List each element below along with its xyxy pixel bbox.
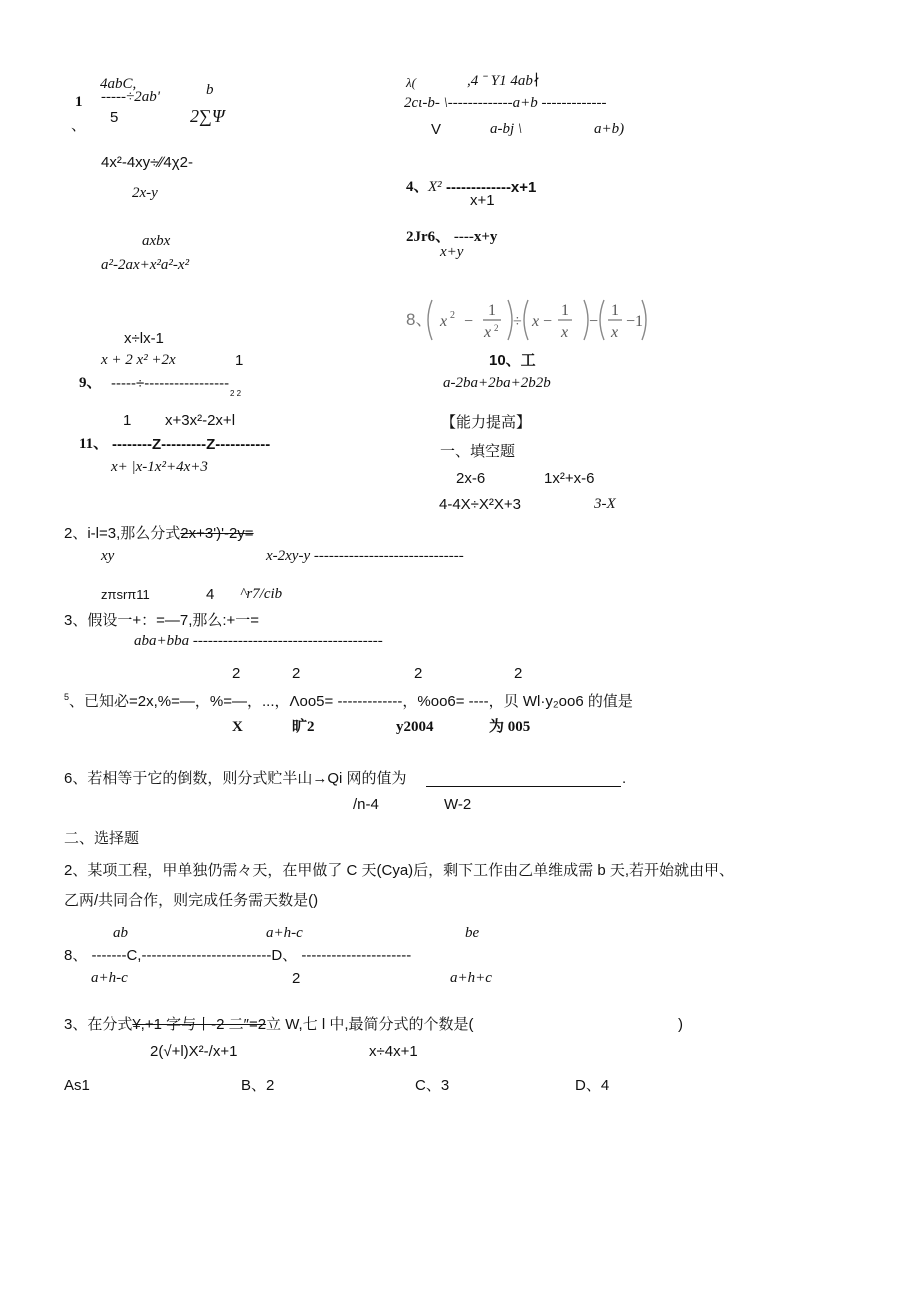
q8-number: 8、 [406,310,433,329]
choice-option-c[interactable]: C、3 [415,1077,450,1094]
section-title-ability: 【能力提高】 [441,414,532,431]
fill-q5-pre-a: 2 [232,665,241,682]
q1-b: b [206,82,214,98]
fill-q2 [64,526,254,541]
fill-q5-pre-c: 2 [414,665,423,682]
choice-q3 [64,1017,474,1032]
fill-q1-d: 3-X [594,496,616,512]
q1-separator: 、 [71,117,87,134]
q8-one-b: 1 [561,302,569,319]
fill-q2-sub1: xy [101,548,115,564]
choice-q2-top-c: be [465,925,480,941]
q11-bottom: x+ |x-1x²+4x+3 [111,459,208,475]
q1-den: 5 [110,109,119,126]
choice-q2-top-a: ab [113,925,128,941]
fill-q5-text: 、已知必=2x,%=—，%=—，...，Λoo5= -------------，%oo6= ----，贝 Wl·y₂oo6 的值是 [69,693,633,710]
q9-line: -----÷----------------- [111,375,230,392]
fill-q6-sub2: W-2 [444,796,472,813]
choice-q3-sub-a: 2(√+l)X²-/x+1 [150,1043,238,1060]
fill-q5-post-a: X [232,719,243,735]
q2-bottom1: V [431,121,442,138]
fill-q6: 6、若相等于它的倒数，则分式贮半山→Qi 网的值为 [64,770,407,787]
choice-q2-line1: 2、某项工程，甲单独仍需々天，在甲做了 C 天(Cya)后，剩下工作由乙单维成需 b 天,若开始就由甲、 [64,862,735,879]
q8-paren-right-1 [508,300,512,340]
fill-in-title: 一、填空题 [440,443,516,460]
fill-q6-end: . [622,770,627,787]
q4-den: x+1 [470,192,495,209]
fill-q3-pre-b: 4 [206,586,215,603]
q1-top: 4abC, [100,76,137,92]
fill-q3: 3、假设一+：=—7,那么:+一= [64,612,260,629]
fill-q3-pre-a: zπsrπ11 [101,587,150,602]
q4-number: 4、 [406,179,429,195]
q2-top: λ( [406,75,416,90]
choice-option-b[interactable]: B、2 [241,1077,275,1094]
choice-q3-close: ) [678,1016,683,1033]
q3-line1: 4x²-4xy÷∕∕4χ2- [101,154,193,171]
q8-minus-d: − [626,313,636,330]
q8-paren-left-2 [524,300,528,340]
q2-bottom2: a-bj \ [490,121,523,137]
q8-den-c: x [611,324,619,341]
fill-q5-post-b: 旷2 [292,719,315,735]
q11-top2: x+3x²-2x+l [165,412,236,429]
fill-q6-sub1: /n-4 [353,796,379,813]
q8-minus-c: − [589,313,599,330]
choice-q2-bottom-b: 2 [292,970,301,987]
choice-q3-strike: ¥,+1 字与丨-2 二″=2 [132,1016,267,1033]
q7-line2a: x + 2 x² +2x [101,352,176,368]
fill-q5-post-d: 为 005 [489,719,531,735]
q11-number: 11、 [79,436,109,452]
fill-q5-pre-b: 2 [292,665,301,682]
q8-paren-left-3 [600,300,604,340]
q8-one-c: 1 [611,302,619,319]
q8-x-b: x [532,313,540,330]
fill-q3-pre-c: ^r7/cib [240,586,283,602]
choice-q2-line: 8、 -------C,--------------------------D、 ---------------------- [64,947,412,964]
q8-den-a: x [484,324,492,341]
fill-q2-strike: 2x+3')'-2y= [180,525,254,542]
fill-q5-sup: 5 [64,692,70,702]
choice-q2-bottom-a: a+h-c [91,970,128,986]
fill-q3-sub: aba+bba -------------------------------------- [134,633,383,649]
q4-line: -------------x+1 [446,179,537,196]
q8-den-b: x [561,324,569,341]
q11-line: --------Z---------Z----------- [112,436,271,453]
fill-q1-c: 4-4X÷X²X+3 [439,496,522,513]
q8-paren-left-1 [428,300,432,340]
fill-q1-b: 1x²+x-6 [544,470,595,487]
choice-title: 二、选择题 [64,830,140,847]
q4-x2: X² [428,179,442,195]
q3-line2: 2x-y [132,185,158,201]
q1-line: -----÷2ab' [101,89,160,105]
q2-top2: ,4 ˉ Y1 4ab∤ [467,73,541,89]
fill-q1-a: 2x-6 [456,470,486,487]
fill-q5-post-c: y2004 [396,719,434,735]
q11-top1: 1 [123,412,132,429]
q7-line2b: 1 [235,352,244,369]
fill-q6-answer-blank[interactable] [426,786,621,787]
q8-div: ÷ [513,313,522,330]
q8-den-exp-a: 2 [494,323,499,333]
choice-option-d[interactable]: D、4 [575,1077,610,1094]
q1-right: 2∑Ψ [190,106,225,126]
q9-frag: 2 2 [230,389,242,398]
q6-den: x+y [440,244,464,260]
q6-line: 2Jr6、 ----x+y [406,229,498,245]
q8-x2-a: x [440,313,448,330]
choice-q3-post: 立 W,七 l 中,最简分式的个数是( [266,1016,474,1033]
q10-label: 10、工 [489,352,536,369]
q2-bottom3: a+b) [594,121,625,137]
q1-number: 1 [75,94,83,110]
choice-q3-pre: 3、在分式 [64,1016,133,1033]
fill-q2-sub2: x-2xy-y ------------------------------ [266,548,464,564]
q8-minus-b: − [543,313,553,330]
q10-line: a-2ba+2ba+2b2b [443,375,551,391]
fill-q2-text: 2、i-l=3,那么分式 [64,525,181,542]
q7-line1: x÷lx-1 [124,330,164,347]
q9-number: 9、 [79,375,102,391]
q5-line1: axbx [142,233,171,249]
q8-minus-a: − [464,313,474,330]
fill-q5 [64,693,633,709]
choice-q2-bottom-c: a+h+c [450,970,492,986]
choice-q2-top-b: a+h-c [266,925,303,941]
q5-line2: a²-2ax+x²a²-x² [101,257,190,273]
q8-formula-image [406,296,652,344]
choice-q3-sub-b: x÷4x+1 [369,1043,418,1060]
fill-q5-pre-d: 2 [514,665,523,682]
q8-one-d: 1 [635,313,643,330]
choice-q2-line2: 乙两/共同合作，则完成任务需天数是() [64,892,319,909]
q2-line: 2cι-b- \-------------a+b ------------- [404,95,607,111]
q8-one-a: 1 [488,302,496,319]
choice-option-a[interactable]: As1 [64,1077,90,1094]
q8-exp-a: 2 [450,310,455,321]
q8-paren-right-2 [584,300,588,340]
